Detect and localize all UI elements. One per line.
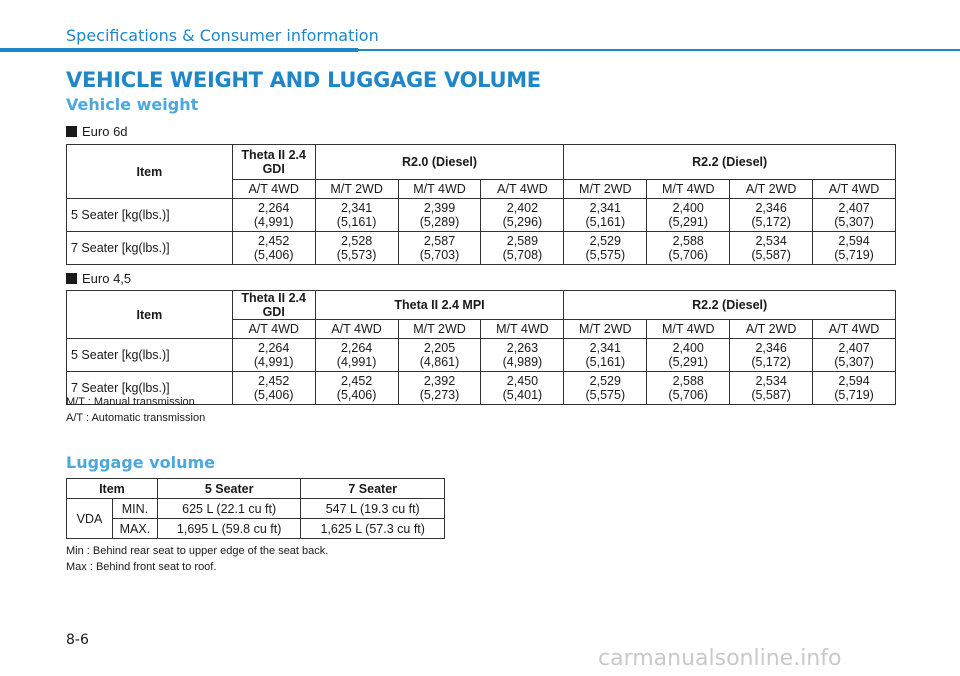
drive-header: M/T 4WD: [647, 180, 730, 199]
weight-kg: 2,400: [672, 341, 704, 355]
drive-header: A/T 4WD: [813, 180, 896, 199]
luggage-row-label: MAX.: [112, 519, 157, 539]
weight-lbs: (5,708): [502, 248, 543, 262]
weight-kg: 2,529: [589, 234, 621, 248]
weight-cell: [730, 199, 813, 232]
weight-cell: [481, 199, 564, 232]
weight-cell: [813, 199, 896, 232]
weight-cell: [481, 339, 564, 372]
page-title: VEHICLE WEIGHT AND LUGGAGE VOLUME: [66, 68, 541, 92]
weight-lbs: (5,161): [585, 215, 626, 229]
weight-kg: 2,264: [340, 341, 373, 355]
table-row: [67, 339, 896, 372]
weight-kg: 2,346: [755, 201, 787, 215]
page-number: 8-6: [66, 632, 89, 648]
header-rule: [0, 48, 960, 52]
euro45-weight-table: [66, 290, 896, 405]
euro6d-weight-table: [66, 144, 896, 265]
weight-kg: 2,588: [672, 234, 704, 248]
weight-cell: [232, 232, 315, 265]
row-label: 7 Seater [kg(lbs.)]: [67, 372, 233, 405]
drive-header: A/T 2WD: [730, 320, 813, 339]
weight-cell: [730, 232, 813, 265]
engine-header: R2.2 (Diesel): [564, 145, 896, 180]
weight-lbs: (5,172): [751, 355, 791, 369]
weight-kg: 2,588: [672, 374, 704, 388]
weight-cell: [232, 372, 315, 405]
luggage-group-label: VDA: [67, 499, 113, 539]
weight-cell: [232, 339, 315, 372]
weight-lbs: (4,861): [419, 355, 460, 369]
weight-kg: 2,341: [589, 341, 621, 355]
weight-cell: [564, 372, 647, 405]
weight-lbs: (4,991): [336, 355, 377, 369]
engine-header: Theta II 2.4 GDI: [232, 145, 315, 180]
weight-cell: [564, 199, 647, 232]
weight-lbs: (5,289): [419, 215, 460, 229]
euro45-label: [66, 271, 131, 286]
weight-kg: 2,450: [506, 374, 539, 388]
weight-kg: 2,341: [340, 201, 373, 215]
drive-header: M/T 2WD: [398, 320, 481, 339]
engine-header: R2.0 (Diesel): [315, 145, 564, 180]
weight-kg: 2,402: [506, 201, 539, 215]
drive-header: A/T 4WD: [315, 320, 398, 339]
bullet-square-icon: [66, 273, 77, 284]
drive-header: M/T 4WD: [481, 320, 564, 339]
weight-lbs: (5,719): [834, 388, 874, 402]
weight-lbs: (5,307): [834, 355, 874, 369]
weight-cell: [232, 199, 315, 232]
engine-header: Theta II 2.4 MPI: [315, 291, 564, 320]
weight-lbs: (5,406): [336, 388, 377, 402]
weight-kg: 2,452: [340, 374, 373, 388]
weight-cell: [647, 372, 730, 405]
weight-kg: 2,400: [672, 201, 704, 215]
weight-lbs: (4,991): [253, 355, 294, 369]
weight-cell: [481, 232, 564, 265]
euro6d-label-text: Euro 6d: [82, 124, 128, 139]
weight-cell: [481, 372, 564, 405]
table-row: [67, 232, 896, 265]
weight-lbs: (5,406): [253, 248, 294, 262]
weight-cell: [564, 339, 647, 372]
euro45-label-text: Euro 4,5: [82, 271, 132, 286]
weight-kg: 2,594: [838, 374, 870, 388]
euro6d-label: [66, 124, 128, 139]
weight-cell: [398, 372, 481, 405]
drive-header: M/T 2WD: [564, 320, 647, 339]
table-row: [67, 499, 445, 519]
vehicle-weight-subtitle: Vehicle weight: [66, 95, 199, 114]
weight-kg: 2,346: [755, 341, 787, 355]
drive-header: M/T 2WD: [315, 180, 398, 199]
luggage-cell: 547 L (19.3 cu ft): [301, 499, 445, 519]
luggage-cell: 625 L (22.1 cu ft): [157, 499, 301, 519]
weight-lbs: (5,703): [419, 248, 460, 262]
note-line: Min : Behind rear seat to upper edge of the seat back.: [66, 545, 329, 557]
luggage-item-header: Item: [67, 479, 158, 499]
weight-lbs: (5,706): [668, 388, 709, 402]
table-row: [67, 519, 445, 539]
weight-cell: [647, 199, 730, 232]
weight-cell: [647, 232, 730, 265]
weight-kg: 2,529: [589, 374, 621, 388]
drive-header: M/T 4WD: [647, 320, 730, 339]
luggage-seven-seater-header: 7 Seater: [301, 479, 445, 499]
weight-lbs: (5,706): [668, 248, 709, 262]
weight-lbs: (5,307): [834, 215, 874, 229]
drive-header: A/T 4WD: [481, 180, 564, 199]
weight-lbs: (5,161): [585, 355, 626, 369]
weight-lbs: (5,296): [502, 215, 543, 229]
weight-kg: 2,407: [838, 201, 870, 215]
weight-cell: [813, 232, 896, 265]
weight-kg: 2,452: [258, 374, 290, 388]
weight-cell: [813, 339, 896, 372]
weight-lbs: (5,273): [419, 388, 460, 402]
weight-kg: 2,587: [423, 234, 456, 248]
note-line: M/T : Manual transmission: [66, 396, 195, 408]
item-header: Item: [67, 145, 233, 199]
luggage-volume-table: [66, 478, 445, 539]
weight-lbs: (5,575): [585, 248, 626, 262]
luggage-notes: [66, 543, 328, 575]
weight-kg: 2,264: [258, 341, 290, 355]
weight-cell: [398, 232, 481, 265]
transmission-notes: [66, 394, 205, 426]
watermark-text: carmanualsonline.info: [598, 646, 842, 671]
bullet-square-icon: [66, 126, 77, 137]
drive-header: M/T 2WD: [564, 180, 647, 199]
luggage-five-seater-header: 5 Seater: [157, 479, 301, 499]
table-row: [67, 199, 896, 232]
drive-header: A/T 4WD: [813, 320, 896, 339]
row-label: 5 Seater [kg(lbs.)]: [67, 199, 233, 232]
weight-cell: [315, 339, 398, 372]
weight-kg: 2,594: [838, 234, 870, 248]
weight-kg: 2,534: [755, 374, 787, 388]
luggage-cell: 1,625 L (57.3 cu ft): [301, 519, 445, 539]
drive-header: A/T 4WD: [232, 320, 315, 339]
weight-cell: [315, 232, 398, 265]
weight-kg: 2,341: [589, 201, 621, 215]
weight-kg: 2,528: [340, 234, 373, 248]
weight-lbs: (5,587): [751, 248, 791, 262]
weight-lbs: (5,573): [336, 248, 377, 262]
weight-kg: 2,452: [258, 234, 290, 248]
luggage-volume-subtitle: Luggage volume: [66, 453, 215, 472]
weight-lbs: (5,587): [751, 388, 791, 402]
item-header: Item: [67, 291, 233, 339]
weight-lbs: (5,291): [668, 355, 709, 369]
weight-lbs: (5,172): [751, 215, 791, 229]
weight-kg: 2,407: [838, 341, 870, 355]
weight-lbs: (4,989): [502, 355, 543, 369]
engine-header: Theta II 2.4 GDI: [232, 291, 315, 320]
weight-cell: [730, 339, 813, 372]
drive-header: A/T 2WD: [730, 180, 813, 199]
weight-kg: 2,392: [423, 374, 456, 388]
row-label: 5 Seater [kg(lbs.)]: [67, 339, 233, 372]
weight-lbs: (5,161): [336, 215, 377, 229]
weight-kg: 2,399: [423, 201, 456, 215]
weight-cell: [813, 372, 896, 405]
weight-kg: 2,205: [423, 341, 456, 355]
weight-lbs: (5,575): [585, 388, 626, 402]
weight-cell: [730, 372, 813, 405]
weight-cell: [398, 199, 481, 232]
drive-header: A/T 4WD: [232, 180, 315, 199]
section-header: Specifications & Consumer information: [66, 26, 379, 45]
weight-cell: [398, 339, 481, 372]
weight-cell: [315, 199, 398, 232]
note-line: A/T : Automatic transmission: [66, 412, 206, 424]
luggage-cell: 1,695 L (59.8 cu ft): [157, 519, 301, 539]
note-line: Max : Behind front seat to roof.: [66, 561, 217, 573]
weight-kg: 2,264: [258, 201, 290, 215]
weight-lbs: (5,719): [834, 248, 874, 262]
weight-cell: [564, 232, 647, 265]
weight-lbs: (5,401): [502, 388, 543, 402]
weight-kg: 2,534: [755, 234, 787, 248]
weight-cell: [315, 372, 398, 405]
luggage-row-label: MIN.: [112, 499, 157, 519]
weight-lbs: (5,406): [253, 388, 294, 402]
weight-cell: [647, 339, 730, 372]
weight-kg: 2,263: [506, 341, 539, 355]
weight-kg: 2,589: [506, 234, 539, 248]
weight-lbs: (4,991): [253, 215, 294, 229]
row-label: 7 Seater [kg(lbs.)]: [67, 232, 233, 265]
weight-lbs: (5,291): [668, 215, 709, 229]
drive-header: M/T 4WD: [398, 180, 481, 199]
engine-header: R2.2 (Diesel): [564, 291, 896, 320]
